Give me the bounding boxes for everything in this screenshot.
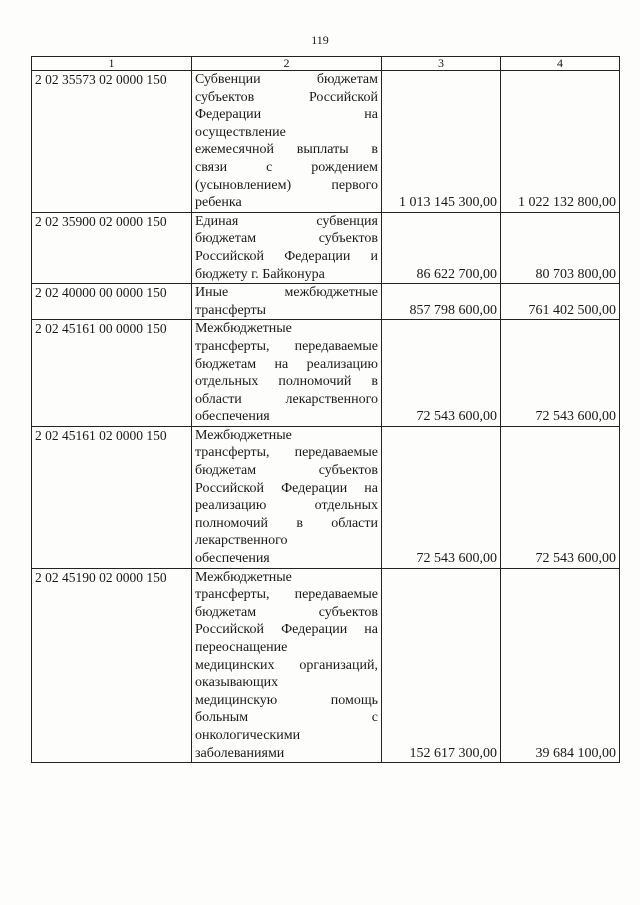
description-line: субъектов Российской [195,89,378,105]
budget-code-cell: 2 02 45190 02 0000 150 [32,568,192,763]
column-header-3: 3 [382,57,501,71]
table-row [32,212,620,283]
budget-code-cell: 2 02 35573 02 0000 150 [32,71,192,213]
page-number: 119 [311,33,329,47]
description-line: медицинских организаций, [195,657,378,673]
table-header [32,57,620,71]
amount-column-3: 72 543 600,00 [382,320,501,427]
description-line: Субвенции бюджетам [195,72,378,87]
description-line: бюджетам на реализацию [195,356,378,372]
description-line: ежемесячной выплаты в [195,142,378,158]
amount-column-3: 72 543 600,00 [382,426,501,568]
amount-column-3: 1 013 145 300,00 [382,71,501,213]
description-line: полномочий в области [195,515,378,531]
description-cell [192,320,382,427]
amount-column-3: 152 617 300,00 [382,568,501,763]
amount-column-4: 80 703 800,00 [501,212,620,283]
description-line: реализацию отдельных [195,498,378,514]
description-line: ребенка [195,195,242,211]
budget-code-cell: 2 02 35900 02 0000 150 [32,212,192,283]
budget-code-cell: 2 02 45161 02 0000 150 [32,426,192,568]
description-line: Межбюджетные [195,427,292,443]
description-line: отдельных полномочий в [195,374,378,390]
amount-column-3: 86 622 700,00 [382,212,501,283]
table-row [32,284,620,320]
column-header-4: 4 [501,57,620,71]
table-row [32,320,620,427]
description-line: Единая субвенция [195,213,378,229]
description-line: медицинскую помощь [195,692,378,708]
budget-code-cell: 2 02 45161 00 0000 150 [32,320,192,427]
table-body [32,71,620,763]
description-line: Российской Федерации на [195,622,378,638]
description-line: области лекарственного [195,391,378,407]
description-line: трансферты, передаваемые [195,445,378,461]
budget-table [31,56,620,763]
budget-code-cell: 2 02 40000 00 0000 150 [32,284,192,320]
table-row [32,568,620,763]
amount-column-4: 39 684 100,00 [501,568,620,763]
header-row [32,57,620,71]
description-line: трансферты, передаваемые [195,587,378,603]
column-header-2: 2 [192,57,382,71]
table-row [32,71,620,213]
description-line: бюджетам субъектов [195,604,378,620]
description-cell [192,568,382,763]
description-line: Межбюджетные [195,569,292,585]
description-line: бюджету г. Байконура [195,266,325,282]
description-cell [192,212,382,283]
amount-column-4: 761 402 500,00 [501,284,620,320]
description-line: трансферты [195,302,267,318]
description-line: связи с рождением [195,159,378,175]
amount-column-4: 1 022 132 800,00 [501,71,620,213]
description-line: онкологическими [195,727,301,743]
amount-column-3: 857 798 600,00 [382,284,501,320]
description-line: обеспечения [195,409,270,425]
description-cell [192,71,382,213]
description-line: больным с [195,710,378,726]
amount-column-4: 72 543 600,00 [501,426,620,568]
description-cell [192,426,382,568]
column-header-1: 1 [32,57,192,71]
description-line: трансферты, передаваемые [195,338,378,354]
description-line: Межбюджетные [195,321,292,337]
description-line: заболеваниями [195,745,285,761]
description-line: Федерации на [195,107,378,123]
description-line: Российской Федерации на [195,480,378,496]
description-line: обеспечения [195,551,270,567]
description-line: Российской Федерации и [195,248,378,264]
description-line: бюджетам субъектов [195,463,378,479]
table-row [32,426,620,568]
description-line: бюджетам субъектов [195,231,378,247]
description-line: (усыновлением) первого [195,177,378,193]
description-line: осуществление [195,124,286,140]
description-line: лекарственного [195,533,288,549]
amount-column-4: 72 543 600,00 [501,320,620,427]
description-line: переоснащение [195,640,288,655]
description-line: Иные межбюджетные [195,285,378,301]
description-cell [192,284,382,320]
description-line: оказывающих [195,675,279,691]
